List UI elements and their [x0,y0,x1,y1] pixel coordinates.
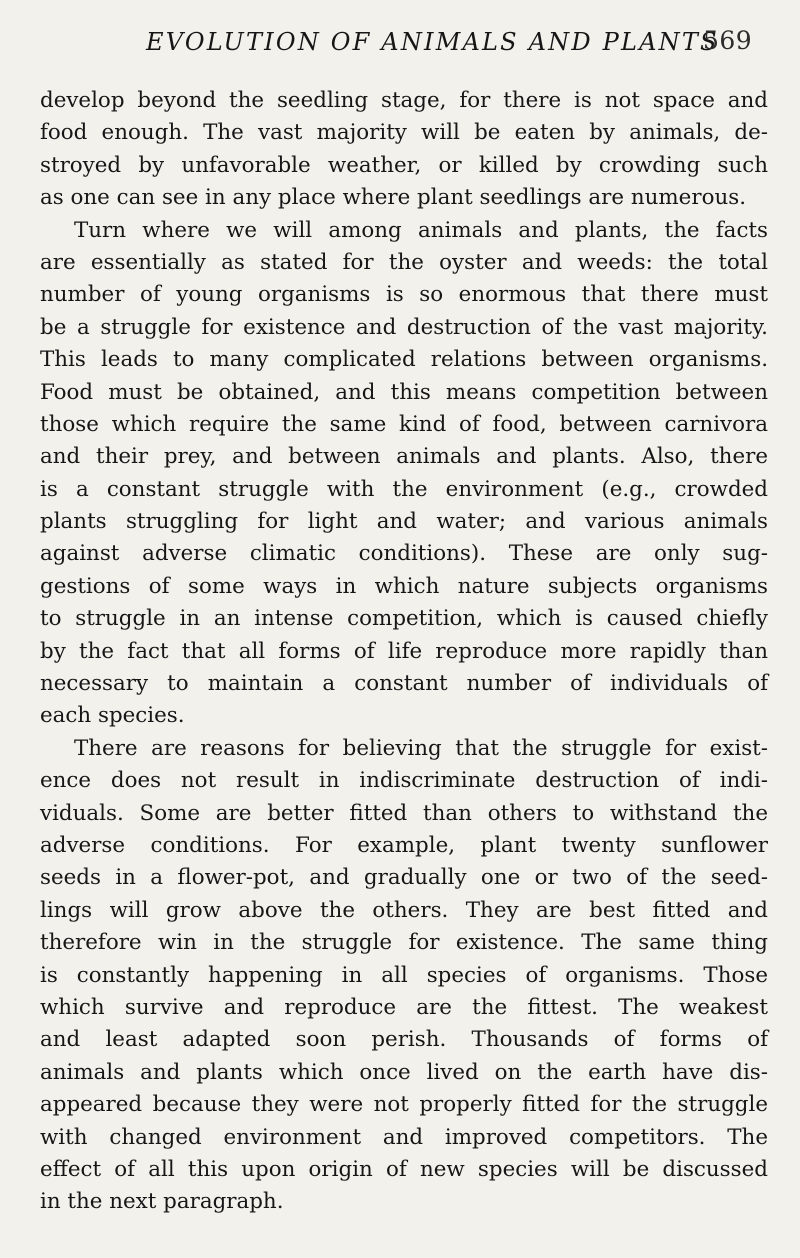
text-line: lings will grow above the others. They are best fitted and [40,897,768,923]
text-line: ence does not result in indiscriminate destruction of indi- [40,768,768,794]
text-line: therefore win in the struggle for existence. The same thing [40,930,768,956]
text-line: Turn where we will among animals and plants, the facts [74,217,768,243]
text-line: food enough. The vast majority will be eaten by animals, de- [40,120,768,146]
text-line: effect of all this upon origin of new species will be discussed [40,1156,768,1182]
text-line: develop beyond the seedling stage, for there is not space and [40,88,768,113]
body-text [40,85,768,1219]
text-line: against adverse climatic conditions). These are only sug- [40,541,768,567]
book-page [40,28,768,1219]
text-line: necessary to maintain a constant number of individuals of [40,671,768,697]
text-line: which survive and reproduce are the fittest. The weakest [40,994,768,1020]
text-line: those which require the same kind of food, between carnivora [40,411,768,437]
text-line: adverse conditions. For example, plant twenty sunflower [40,832,768,858]
text-line: in the next paragraph. [40,1189,284,1215]
text-line: is constantly happening in all species of organisms. Those [40,962,768,988]
text-line: with changed environment and improved competitors. The [40,1124,768,1150]
text-line: to struggle in an intense competition, which is caused chiefly [40,606,768,632]
text-line: Food must be obtained, and this means competition between [40,379,768,405]
text-line: plants struggling for light and water; and various animals [40,509,768,535]
text-line: viduals. Some are better fitted than others to withstand the [40,800,768,826]
text-line: gestions of some ways in which nature subjects organisms [40,573,768,599]
text-line: are essentially as stated for the oyster and weeds: the total [40,249,768,275]
text-line: appeared because they were not properly fitted for the struggle [40,1092,768,1118]
running-head [40,28,768,80]
text-line: number of young organisms is so enormous that there must [40,282,768,308]
running-head-title: EVOLUTION OF ANIMALS AND PLANTS [146,28,719,56]
text-line: There are reasons for believing that the struggle for exist- [74,735,768,761]
text-line: is a constant struggle with the environment (e.g., crowded [40,476,768,502]
page-number: 569 [703,26,753,55]
text-line: seeds in a flower-pot, and gradually one or two of the seed- [40,865,768,891]
text-line: as one can see in any place where plant seedlings are numerous. [40,185,746,211]
text-line: be a struggle for existence and destruction of the vast majority. [40,314,768,340]
text-line: and their prey, and between animals and plants. Also, there [40,444,768,470]
text-line: animals and plants which once lived on the earth have dis- [40,1059,768,1085]
text-line: by the fact that all forms of life reproduce more rapidly than [40,638,768,664]
text-line: This leads to many complicated relations between organisms. [40,347,768,373]
text-line: stroyed by unfavorable weather, or killed by crowding such [40,152,768,178]
text-line: each species. [40,703,185,729]
text-line: and least adapted soon perish. Thousands of forms of [40,1027,768,1053]
